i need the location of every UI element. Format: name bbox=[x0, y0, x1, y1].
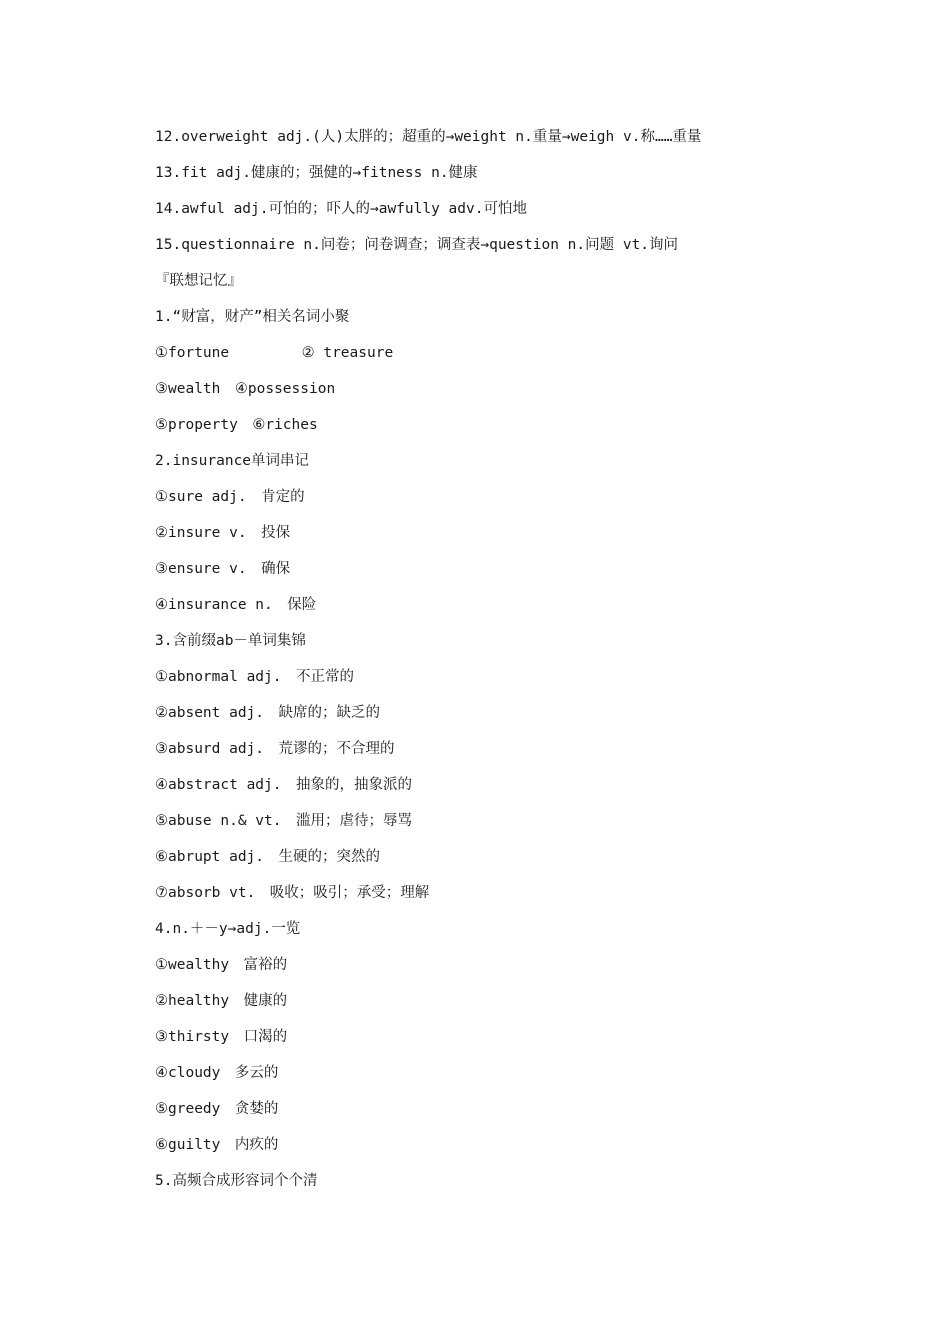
text-line: 3.含前缀ab－单词集锦 bbox=[155, 633, 306, 649]
text-line: 1.“财富，财产”相关名词小聚 bbox=[155, 309, 350, 325]
text-line: ①wealthy 富裕的 bbox=[155, 957, 288, 973]
text-line: ②healthy 健康的 bbox=[155, 993, 288, 1009]
text-line: ⑤property ⑥riches bbox=[155, 417, 318, 433]
text-line: ①fortune ② treasure bbox=[155, 345, 394, 361]
text-line: ②insure v. 投保 bbox=[155, 525, 291, 541]
text-line: ②absent adj. 缺席的；缺乏的 bbox=[155, 705, 381, 721]
text-line: ⑦absorb vt. 吸收；吸引；承受；理解 bbox=[155, 885, 430, 901]
text-line: 2.insurance单词串记 bbox=[155, 453, 310, 469]
text-line: ④insurance n. 保险 bbox=[155, 597, 317, 613]
vocabulary-list bbox=[155, 124, 915, 1204]
text-line: 4.n.＋－y→adj.一览 bbox=[155, 921, 301, 937]
text-line: 12.overweight adj.(人)太胖的；超重的→weight n.重量→weigh v.称……重量 bbox=[155, 129, 702, 145]
text-line: ④abstract adj. 抽象的，抽象派的 bbox=[155, 777, 412, 793]
text-line: 14.awful adj.可怕的；吓人的→awfully adv.可怕地 bbox=[155, 201, 527, 217]
text-line: ④cloudy 多云的 bbox=[155, 1065, 279, 1081]
text-line: ③thirsty 口渴的 bbox=[155, 1029, 288, 1045]
text-line: ①sure adj. 肯定的 bbox=[155, 489, 305, 505]
text-line: ③wealth ④possession bbox=[155, 381, 336, 397]
text-line: 15.questionnaire n.问卷；问卷调查；调查表→question n.问题 vt.询问 bbox=[155, 237, 679, 253]
text-line: 13.fit adj.健康的；强健的→fitness n.健康 bbox=[155, 165, 478, 181]
text-line: ⑥abrupt adj. 生硬的；突然的 bbox=[155, 849, 381, 865]
text-line: ⑤abuse n.& vt. 滥用；虐待；辱骂 bbox=[155, 813, 412, 829]
text-line: 5.高频合成形容词个个清 bbox=[155, 1173, 318, 1189]
text-line: ③absurd adj. 荒谬的；不合理的 bbox=[155, 741, 395, 757]
text-line: ⑤greedy 贪婪的 bbox=[155, 1101, 279, 1117]
text-line: ⑥guilty 内疚的 bbox=[155, 1137, 279, 1153]
text-line: ③ensure v. 确保 bbox=[155, 561, 291, 577]
text-line: ①abnormal adj. 不正常的 bbox=[155, 669, 354, 685]
section-heading: 『联想记忆』 bbox=[155, 273, 242, 289]
